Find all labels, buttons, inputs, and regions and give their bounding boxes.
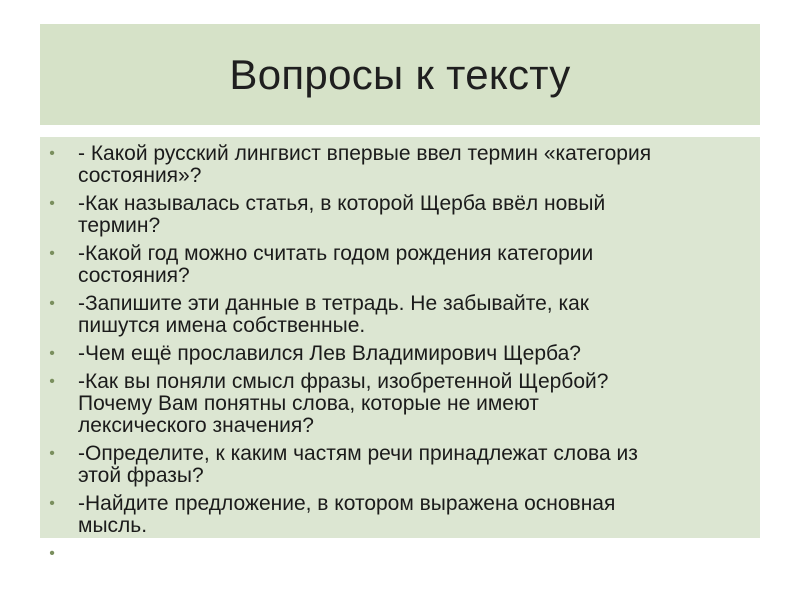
slide-title: Вопросы к тексту — [229, 50, 571, 98]
bullet-dot-icon: • — [49, 195, 55, 212]
question-text: -Чем ещё прославился Лев Владимирович Щерба? — [78, 342, 581, 365]
list-item — [40, 493, 750, 537]
title-band — [40, 24, 760, 125]
question-text: -Определите, к каким частям речи принадлежат слова из этой фразы? — [78, 442, 638, 487]
list-item — [40, 293, 750, 337]
question-text: - Какой русский лингвист впервые ввел термин «категория состояния»? — [78, 142, 652, 187]
list-item — [40, 193, 750, 237]
question-text: -Как вы поняли смысл фразы, изобретенной Щербой? Почему Вам понятны слова, которые не имеют лексического значения? — [78, 370, 609, 437]
bullet-dot-icon: • — [49, 345, 55, 362]
bullet-dot-icon: • — [49, 495, 55, 512]
bullet-dot-icon: • — [49, 295, 55, 312]
question-text: -Как называлась статья, в которой Щерба ввёл новый термин? — [78, 192, 606, 237]
list-item — [40, 343, 750, 365]
bullet-dot-icon: • — [49, 245, 55, 262]
list-item — [40, 243, 750, 287]
question-text: -Какой год можно считать годом рождения категории состояния? — [78, 242, 594, 287]
question-list — [40, 142, 750, 562]
question-text: -Найдите предложение, в котором выражена основная мысль. — [78, 492, 616, 537]
list-item — [40, 443, 750, 487]
bullet-dot-icon: • — [49, 445, 55, 462]
bullet-dot-icon: • — [49, 545, 55, 562]
question-text: -Запишите эти данные в тетрадь. Не забывайте, как пишутся имена собственные. — [78, 292, 589, 337]
list-item — [40, 143, 750, 187]
bullet-dot-icon: • — [49, 373, 55, 390]
bullet-dot-icon: • — [49, 145, 55, 162]
list-item — [40, 371, 750, 437]
